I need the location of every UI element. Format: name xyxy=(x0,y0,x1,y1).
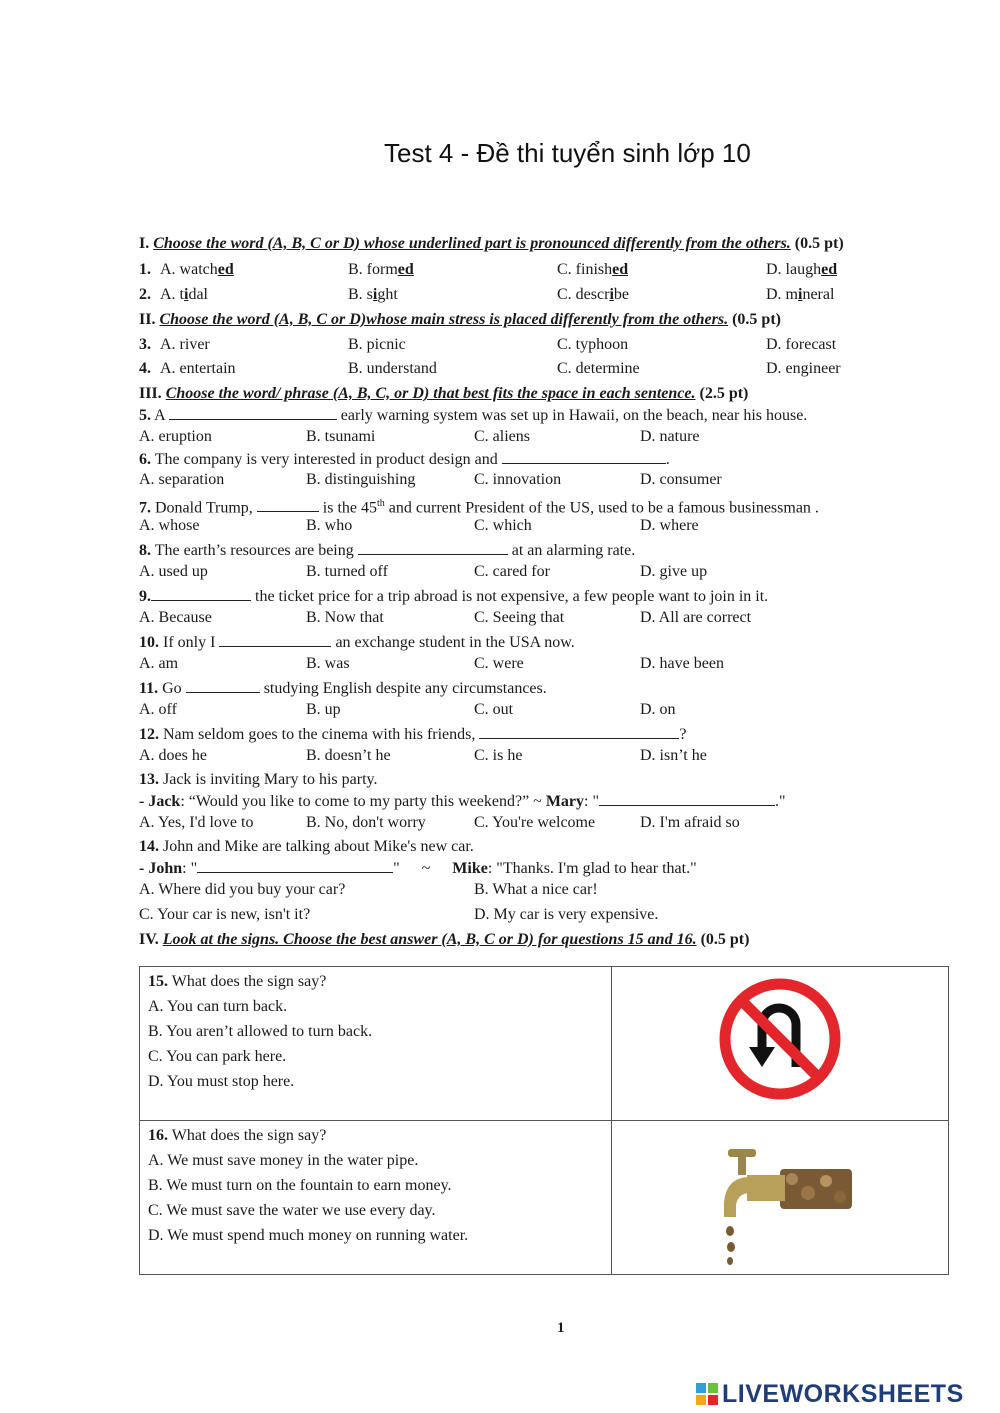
answer-blank[interactable] xyxy=(257,497,319,512)
question-15: 15. What does the sign say? xyxy=(148,973,327,990)
section-4-heading xyxy=(139,930,749,950)
section-number: I. xyxy=(139,235,150,252)
q5-option-c[interactable]: C. aliens xyxy=(474,428,530,445)
brand-logo[interactable] xyxy=(696,1380,964,1409)
q6-option-a[interactable]: A. separation xyxy=(139,471,225,488)
section-points: (0.5 pt) xyxy=(732,311,781,328)
section-points: (0.5 pt) xyxy=(794,235,844,252)
q3-option-d[interactable]: D. forecast xyxy=(766,336,837,353)
signs-table xyxy=(139,966,949,1275)
q1-option-c[interactable]: C. finished xyxy=(557,261,629,278)
question-12: 12. Nam seldom goes to the cinema with his friends, ? xyxy=(139,726,687,743)
q15-option-c[interactable]: C. You can park here. xyxy=(148,1048,287,1065)
q8-option-c[interactable]: C. cared for xyxy=(474,563,550,580)
section-instruction: Choose the word/ phrase (A, B, C, or D) that best fits the space in each sentence. xyxy=(165,385,696,402)
answer-blank[interactable] xyxy=(197,858,393,873)
q12-option-a[interactable]: A. does he xyxy=(139,747,207,764)
q14-option-d[interactable]: D. My car is very expensive. xyxy=(474,906,659,923)
page-number: 1 xyxy=(557,1320,565,1336)
section-points: (0.5 pt) xyxy=(700,931,750,948)
sign-16-cell xyxy=(612,1121,949,1275)
sign-15-cell xyxy=(612,967,949,1121)
q4-option-b[interactable]: B. understand xyxy=(348,360,437,377)
question-11: 11. Go studying English despite any circumstances. xyxy=(139,680,547,697)
q1-option-d[interactable]: D. laughed xyxy=(766,261,838,278)
q15-option-d[interactable]: D. You must stop here. xyxy=(148,1073,295,1090)
section-3-heading xyxy=(139,384,748,404)
q7-option-d[interactable]: D. where xyxy=(640,517,699,534)
q11-option-b[interactable]: B. up xyxy=(306,701,341,718)
q1-option-a[interactable]: A. watched xyxy=(160,261,234,278)
q13-option-b[interactable]: B. No, don't worry xyxy=(306,814,426,831)
q8-option-d[interactable]: D. give up xyxy=(640,563,708,580)
q14-option-a[interactable]: A. Where did you buy your car? xyxy=(139,881,346,898)
section-points: (2.5 pt) xyxy=(699,385,749,402)
q7-option-b[interactable]: B. who xyxy=(306,517,353,534)
q4-option-c[interactable]: C. determine xyxy=(557,360,640,377)
question-10: 10. If only I an exchange student in the USA now. xyxy=(139,634,575,651)
q6-option-d[interactable]: D. consumer xyxy=(640,471,722,488)
q14-option-b[interactable]: B. What a nice car! xyxy=(474,881,598,898)
question-9: 9. the ticket price for a trip abroad is not expensive, a few people want to join in it. xyxy=(139,588,769,605)
section-1-heading xyxy=(139,234,844,254)
question-16: 16. What does the sign say? xyxy=(148,1127,327,1144)
section-number: III. xyxy=(139,385,162,402)
q10-option-d[interactable]: D. have been xyxy=(640,655,724,672)
table-row xyxy=(140,967,949,1121)
q16-option-a[interactable]: A. We must save money in the water pipe. xyxy=(148,1152,419,1169)
q9-option-d[interactable]: D. All are correct xyxy=(640,609,752,626)
q4-option-a[interactable]: A. entertain xyxy=(160,360,236,377)
q16-option-b[interactable]: B. We must turn on the fountain to earn money. xyxy=(148,1177,452,1194)
answer-blank[interactable] xyxy=(502,449,666,464)
answer-blank[interactable] xyxy=(599,791,775,806)
section-instruction: Choose the word (A, B, C or D)whose main stress is placed differently from the others. xyxy=(159,311,729,328)
q13-option-d[interactable]: D. I'm afraid so xyxy=(640,814,740,831)
question-16-cell xyxy=(140,1121,612,1275)
liveworksheets-logo-icon xyxy=(696,1383,718,1405)
q14-dialogue: - John: " " ~ Mike: "Thanks. I'm glad to hear that." xyxy=(139,860,697,877)
question-7: 7. Donald Trump, is the 45th and current President of the US, used to be a famous businessman . xyxy=(139,498,819,517)
section-number: II. xyxy=(139,311,156,328)
q2-option-c[interactable]: C. describe xyxy=(557,286,629,303)
q12-option-c[interactable]: C. is he xyxy=(474,747,523,764)
question-14: 14. John and Mike are talking about Mike's new car. xyxy=(139,838,474,855)
q9-option-a[interactable]: A. Because xyxy=(139,609,212,626)
q10-option-b[interactable]: B. was xyxy=(306,655,350,672)
q3-option-a[interactable]: A. river xyxy=(160,336,210,353)
q9-option-c[interactable]: C. Seeing that xyxy=(474,609,565,626)
q2-option-b[interactable]: B. sight xyxy=(348,286,398,303)
section-number: IV. xyxy=(139,931,159,948)
q9-option-b[interactable]: B. Now that xyxy=(306,609,384,626)
section-instruction: Look at the signs. Choose the best answer (A, B, C or D) for questions 15 and 16. xyxy=(162,931,697,948)
q3-option-c[interactable]: C. typhoon xyxy=(557,336,629,353)
q8-option-b[interactable]: B. turned off xyxy=(306,563,388,580)
q8-option-a[interactable]: A. used up xyxy=(139,563,208,580)
answer-blank[interactable] xyxy=(186,678,260,693)
question-8: 8. The earth’s resources are being at an alarming rate. xyxy=(139,542,636,559)
q15-option-a[interactable]: A. You can turn back. xyxy=(148,998,288,1015)
question-1: 1. xyxy=(139,261,151,278)
q11-option-d[interactable]: D. on xyxy=(640,701,676,718)
q16-option-c[interactable]: C. We must save the water we use every day. xyxy=(148,1202,436,1219)
q15-option-b[interactable]: B. You aren’t allowed to turn back. xyxy=(148,1023,373,1040)
question-15-cell xyxy=(140,967,612,1121)
answer-blank[interactable] xyxy=(358,540,508,555)
q3-option-b[interactable]: B. picnic xyxy=(348,336,406,353)
q10-option-a[interactable]: A. am xyxy=(139,655,179,672)
table-row xyxy=(140,1121,949,1275)
q11-option-a[interactable]: A. off xyxy=(139,701,177,718)
q10-option-c[interactable]: C. were xyxy=(474,655,524,672)
q12-option-d[interactable]: D. isn’t he xyxy=(640,747,707,764)
answer-blank[interactable] xyxy=(219,632,331,647)
q13-option-a[interactable]: A. Yes, I'd love to xyxy=(139,814,254,831)
q12-option-b[interactable]: B. doesn’t he xyxy=(306,747,391,764)
answer-blank[interactable] xyxy=(151,586,251,601)
question-6: 6. The company is very interested in product design and . xyxy=(139,451,670,468)
section-instruction: Choose the word (A, B, C or D) whose underlined part is pronounced differently from the others. xyxy=(153,235,791,252)
brand-text: LIVEWORKSHEETS xyxy=(722,1380,964,1408)
q6-option-b[interactable]: B. distinguishing xyxy=(306,471,416,488)
question-3: 3. xyxy=(139,336,151,353)
water-tap-coins-icon xyxy=(612,1121,948,1269)
q2-option-a[interactable]: A. tidal xyxy=(160,286,208,303)
q13-option-c[interactable]: C. You're welcome xyxy=(474,814,596,831)
q5-option-d[interactable]: D. nature xyxy=(640,428,700,445)
q5-option-a[interactable]: A. eruption xyxy=(139,428,212,445)
q4-option-d[interactable]: D. engineer xyxy=(766,360,841,377)
q13-dialogue: - Jack: “Would you like to come to my party this weekend?” ~ Mary: " ." xyxy=(139,793,786,810)
answer-blank[interactable] xyxy=(479,724,679,739)
question-4: 4. xyxy=(139,360,151,377)
q1-option-b[interactable]: B. formed xyxy=(348,261,414,278)
q2-option-d[interactable]: D. mineral xyxy=(766,286,835,303)
section-2-heading xyxy=(139,310,781,330)
q14-option-c[interactable]: C. Your car is new, isn't it? xyxy=(139,906,311,923)
question-5: 5. A early warning system was set up in Hawaii, on the beach, near his house. xyxy=(139,407,808,424)
question-2: 2. xyxy=(139,286,151,303)
no-u-turn-sign-icon xyxy=(612,967,948,1115)
q7-option-c[interactable]: C. which xyxy=(474,517,532,534)
answer-blank[interactable] xyxy=(169,405,337,420)
q6-option-c[interactable]: C. innovation xyxy=(474,471,562,488)
q16-option-d[interactable]: D. We must spend much money on running water. xyxy=(148,1227,469,1244)
q5-option-b[interactable]: B. tsunami xyxy=(306,428,376,445)
q7-option-a[interactable]: A. whose xyxy=(139,517,200,534)
page-title: Test 4 - Đề thi tuyển sinh lớp 10 xyxy=(384,138,751,168)
question-13: 13. Jack is inviting Mary to his party. xyxy=(139,771,378,788)
q11-option-c[interactable]: C. out xyxy=(474,701,514,718)
